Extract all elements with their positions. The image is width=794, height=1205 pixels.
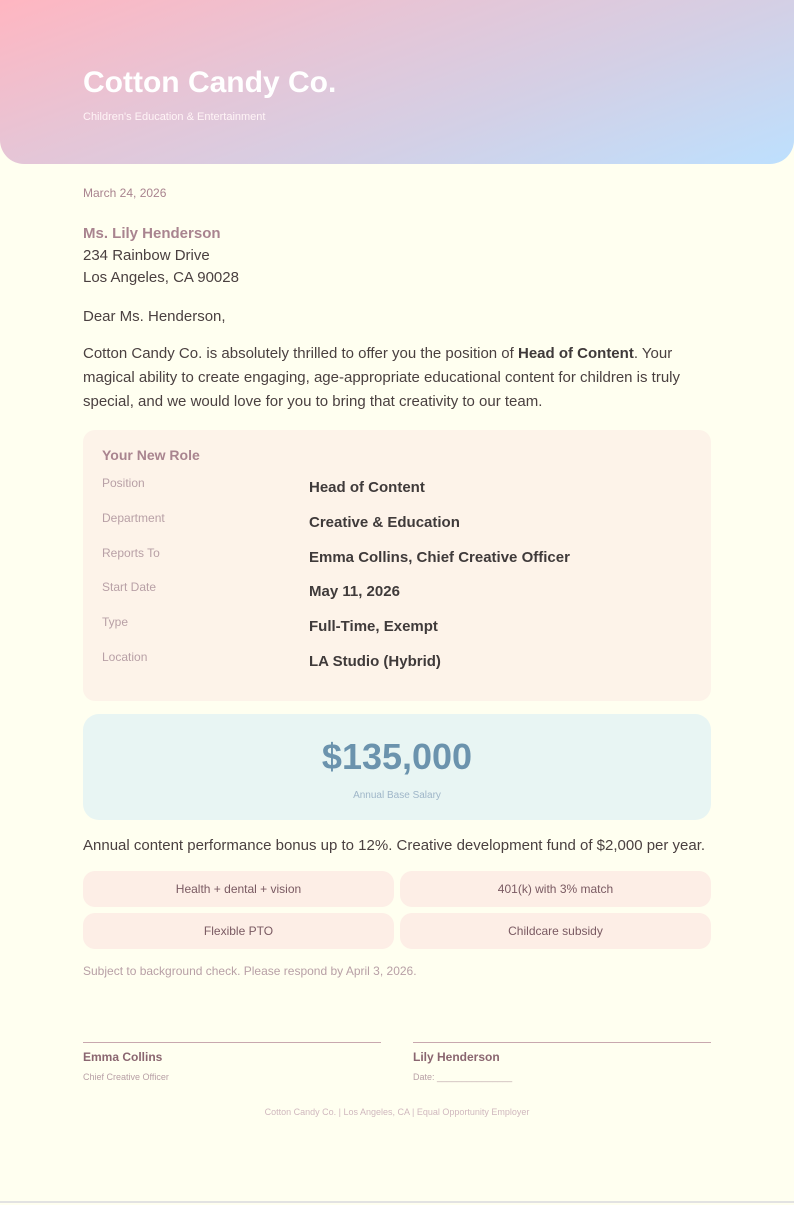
role-label: Reports To — [102, 545, 160, 560]
benefits-grid — [83, 871, 711, 949]
role-value: Emma Collins, Chief Creative Officer — [309, 548, 570, 566]
letter-body — [83, 186, 711, 978]
role-row-department — [102, 508, 692, 543]
candidate-date-line: Date: _______________ — [413, 1072, 513, 1082]
benefit-pill: 401(k) with 3% match — [400, 871, 711, 907]
role-label: Type — [102, 615, 129, 630]
role-value: Head of Content — [309, 479, 425, 496]
recipient-address-line2: Los Angeles, CA 90028 — [83, 269, 239, 286]
benefit-pill: Flexible PTO — [83, 913, 394, 949]
salary-caption: Annual Base Salary — [353, 790, 441, 801]
candidate-signature — [413, 1042, 711, 1082]
employer-signer-title: Chief Creative Officer — [83, 1072, 169, 1082]
benefit-pill: Childcare subsidy — [400, 913, 711, 949]
salary-amount: $135,000 — [321, 736, 473, 777]
letter-footer: Cotton Candy Co. | Los Angeles, CA | Equal Opportunity Employer — [264, 1107, 530, 1117]
company-tagline: Children's Education & Entertainment — [83, 111, 266, 123]
signature-section — [83, 1042, 711, 1082]
intro-paragraph — [83, 342, 711, 414]
role-label: Department — [102, 510, 165, 525]
intro-position-highlight: Head of Content — [517, 345, 634, 362]
role-label: Start Date — [102, 580, 157, 595]
letter-date: March 24, 2026 — [83, 186, 167, 200]
intro-text-after: . Your magical ability to create engaging, age-appropriate educational content for children is truly special, and we would love for you to bring that creativity to our team. — [83, 345, 681, 410]
role-value: Full-Time, Exempt — [309, 618, 438, 636]
company-name: Cotton Candy Co. — [83, 66, 337, 99]
role-label: Position — [102, 476, 145, 490]
recipient-name: Ms. Lily Henderson — [83, 225, 221, 242]
candidate-signer-name: Lily Henderson — [413, 1050, 500, 1064]
employer-signer-name: Emma Collins — [83, 1050, 163, 1064]
role-label: Location — [102, 649, 148, 664]
letterhead-banner — [0, 0, 794, 164]
role-row-start-date — [102, 577, 692, 612]
benefit-pill: Health + dental + vision — [83, 871, 394, 907]
role-row-location — [102, 647, 692, 682]
intro-text-before: Cotton Candy Co. is absolutely thrilled to offer you the position of — [83, 345, 518, 362]
role-details-card — [83, 430, 711, 701]
salary-card — [83, 714, 711, 820]
bonus-text: Annual content performance bonus up to 12%. Creative development fund of $2,000 per year. — [83, 837, 706, 854]
recipient-address-line1: 234 Rainbow Drive — [83, 247, 210, 264]
role-row-reports-to — [102, 543, 692, 578]
employer-signature — [83, 1042, 381, 1082]
role-value: May 11, 2026 — [309, 583, 400, 601]
salutation: Dear Ms. Henderson, — [83, 308, 226, 325]
role-row-type — [102, 612, 692, 647]
recipient-block — [83, 223, 711, 289]
role-value: Creative & Education — [309, 513, 460, 531]
conditions-note: Subject to background check. Please respond by April 3, 2026. — [83, 964, 417, 978]
role-card-title: Your New Role — [102, 447, 200, 463]
role-row-position — [102, 473, 692, 508]
role-value: LA Studio (Hybrid) — [309, 652, 441, 670]
